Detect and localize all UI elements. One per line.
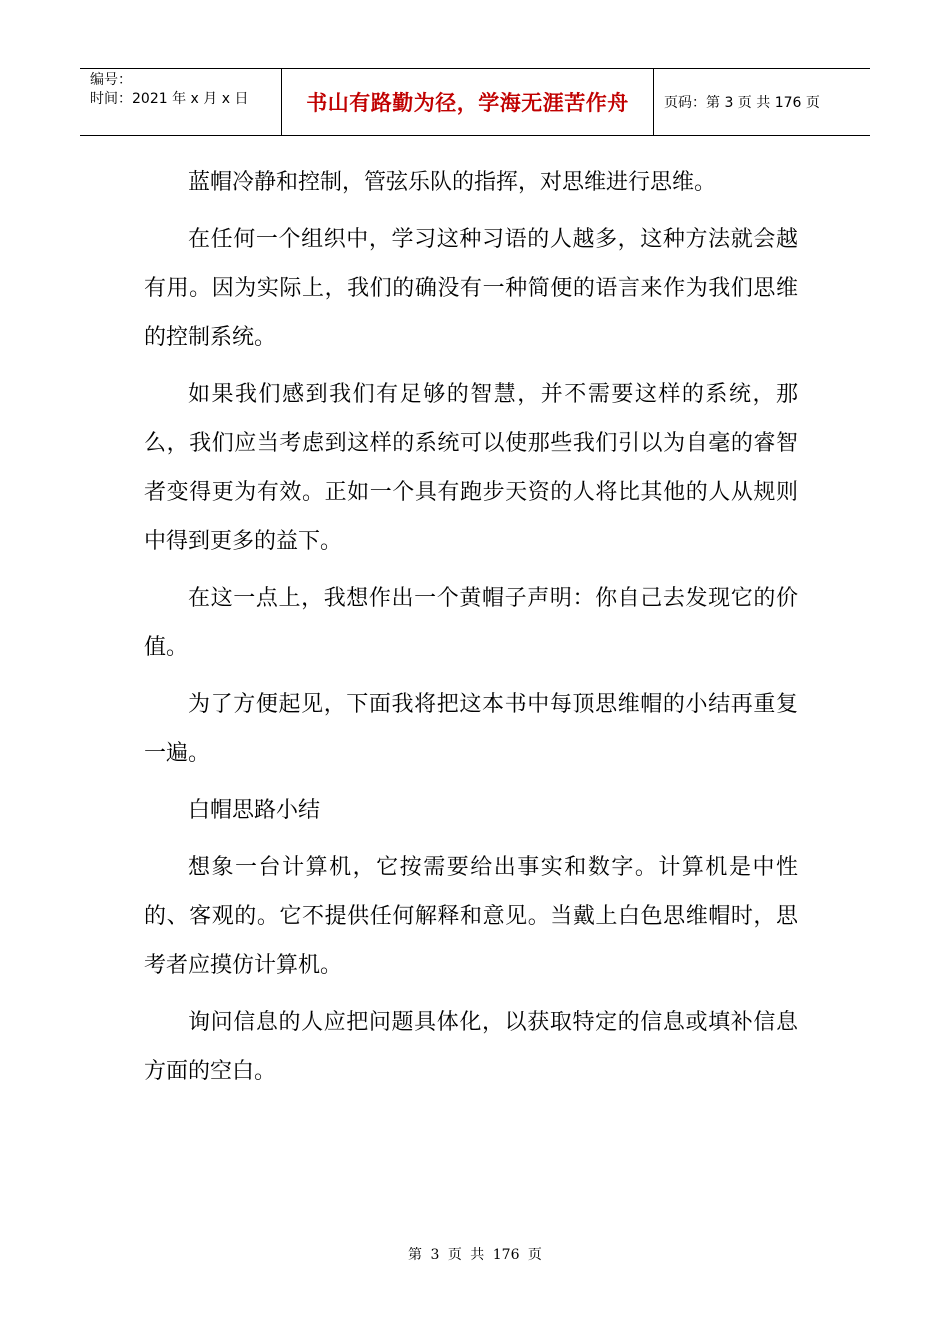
page-footer: 第 3 页 共 176 页 — [408, 1247, 542, 1263]
header-page-info: 页码：第 3 页 共 176 页 — [664, 95, 820, 111]
paragraph: 在这一点上，我想作出一个黄帽子声明：你自己去发现它的价值。 — [144, 586, 798, 660]
header-motto: 书山有路勤为径，学海无涯苦作舟 — [282, 69, 654, 135]
document-date: 时间：2021 年 x 月 x 日 — [90, 91, 249, 107]
paragraph: 蓝帽冷静和控制，管弦乐队的指挥，对思维进行思维。 — [188, 170, 717, 195]
paragraph: 想象一台计算机，它按需要给出事实和数字。计算机是中性的、客观的。它不提供任何解释和意见。当戴上白色思维帽时，思考者应摸仿计算机。 — [144, 855, 798, 978]
document-body — [144, 158, 798, 1104]
paragraph: 在任何一个组织中，学习这种习语的人越多，这种方法就会越有用。因为实际上，我们的确没有一种简便的语言来作为我们思维的控制系统。 — [144, 227, 798, 350]
paragraph: 询问信息的人应把问题具体化，以获取特定的信息或填补信息方面的空白。 — [144, 1010, 798, 1084]
header-meta — [80, 69, 282, 135]
page-header — [80, 68, 870, 136]
paragraph: 为了方便起见，下面我将把这本书中每顶思维帽的小结再重复一遍。 — [144, 692, 798, 766]
document-number-label: 编号： — [90, 72, 132, 88]
section-heading: 白帽思路小结 — [188, 798, 321, 823]
paragraph: 如果我们感到我们有足够的智慧，并不需要这样的系统，那么，我们应当考虑到这样的系统可以使那些我们引以为自毫的睿智者变得更为有效。正如一个具有跑步天资的人将比其他的人从规则中得到更多的益下。 — [144, 382, 798, 554]
